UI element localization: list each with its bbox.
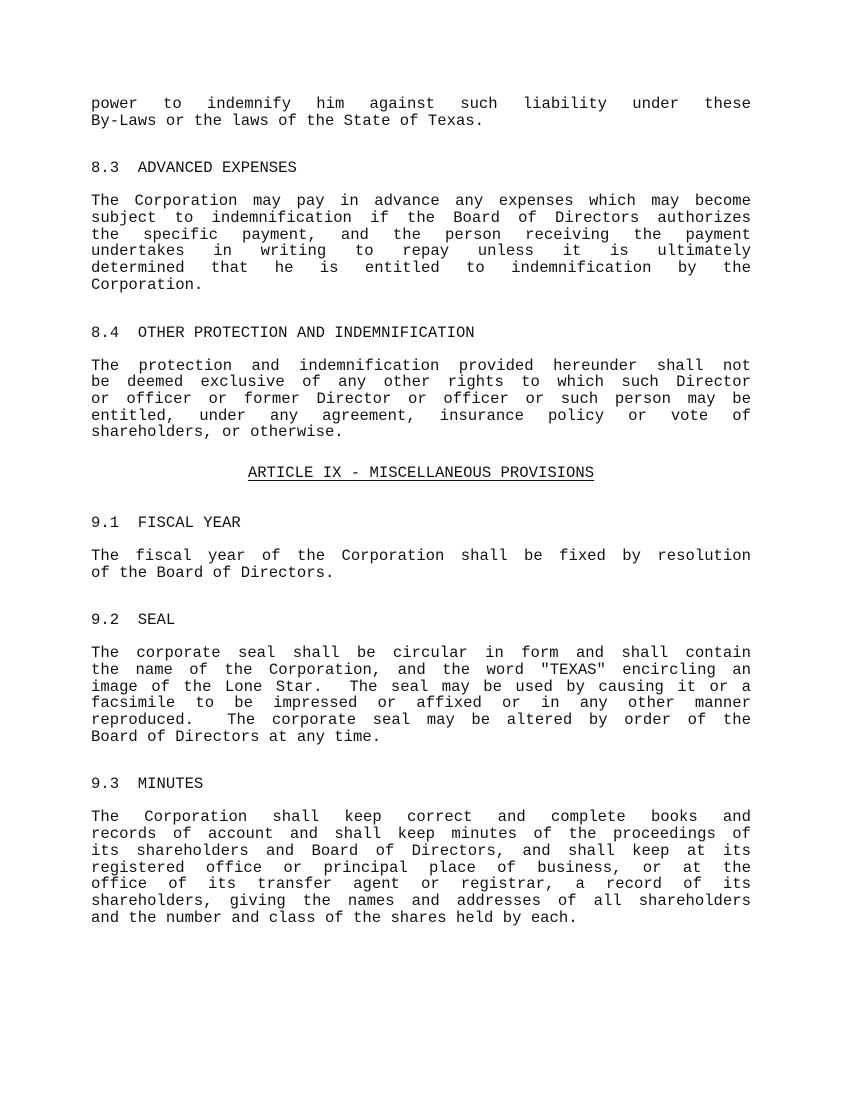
section-heading-9-1: 9.1 FISCAL YEAR <box>91 513 241 532</box>
paragraph-line: Board of Directors at any time. <box>91 727 382 746</box>
paragraph-line: reproduced. The corporate seal may be altered by order of the <box>91 711 751 730</box>
section-9-1-paragraph <box>91 548 751 581</box>
paragraph-line: undertakes in writing to repay unless it is ultimately <box>91 242 751 261</box>
section-8-4-paragraph <box>91 358 751 441</box>
paragraph-line: facsimile to be impressed or affixed or in any other manner <box>91 694 751 713</box>
paragraph-line: By-Laws or the laws of the State of Texas. <box>91 111 485 130</box>
section-8-3-paragraph <box>91 193 751 293</box>
paragraph-line: be deemed exclusive of any other rights to which such Director <box>91 373 751 392</box>
section-heading-8-4: 8.4 OTHER PROTECTION AND INDEMNIFICATION <box>91 323 475 342</box>
paragraph-line: records of account and shall keep minutes of the proceedings of <box>91 825 751 844</box>
article-title <box>91 465 751 482</box>
paragraph-line: determined that he is entitled to indemnification by the <box>91 259 751 278</box>
section-heading-9-3: 9.3 MINUTES <box>91 775 204 794</box>
section-9-3-paragraph <box>91 809 751 926</box>
paragraph-line: power to indemnify him against such liability under these <box>91 95 751 113</box>
paragraph-line: and the number and class of the shares held by each. <box>91 908 578 927</box>
paragraph-line: the specific payment, and the person receiving the payment <box>91 225 751 244</box>
paragraph-line: image of the Lone Star. The seal may be used by causing it or a <box>91 677 751 696</box>
section-heading-8-3: 8.3 ADVANCED EXPENSES <box>91 159 297 178</box>
paragraph-line: Corporation. <box>91 275 204 294</box>
paragraph-line: subject to indemnification if the Board of Directors authorizes <box>91 209 751 228</box>
paragraph-line: shareholders, or otherwise. <box>91 423 344 442</box>
paragraph-line: The Corporation may pay in advance any expenses which may become <box>91 192 751 211</box>
article-title-text: ARTICLE IX - MISCELLANEOUS PROVISIONS <box>247 463 595 482</box>
paragraph-line: registered office or principal place of business, or at the <box>91 858 751 877</box>
paragraph-line: the name of the Corporation, and the word "TEXAS" encircling an <box>91 661 751 679</box>
paragraph-line: The protection and indemnification provided hereunder shall not <box>91 356 751 375</box>
paragraph-line: The Corporation shall keep correct and complete books and <box>91 808 751 827</box>
paragraph-line: or officer or former Director or officer or such person may be <box>91 389 751 408</box>
intro-paragraph <box>91 96 751 129</box>
paragraph-line: shareholders, giving the names and addresses of all shareholders <box>91 891 751 910</box>
paragraph-line: of the Board of Directors. <box>91 563 335 582</box>
paragraph-line: office of its transfer agent or registrar, a record of its <box>91 875 751 894</box>
section-heading-9-2: 9.2 SEAL <box>91 611 176 630</box>
paragraph-line: its shareholders and Board of Directors, and shall keep at its <box>91 841 751 860</box>
section-9-2-paragraph <box>91 645 751 745</box>
document-page <box>91 96 751 926</box>
paragraph-line: entitled, under any agreement, insurance policy or vote of <box>91 406 751 425</box>
paragraph-line: The fiscal year of the Corporation shall be fixed by resolution <box>91 546 751 565</box>
paragraph-line: The corporate seal shall be circular in form and shall contain <box>91 644 751 663</box>
